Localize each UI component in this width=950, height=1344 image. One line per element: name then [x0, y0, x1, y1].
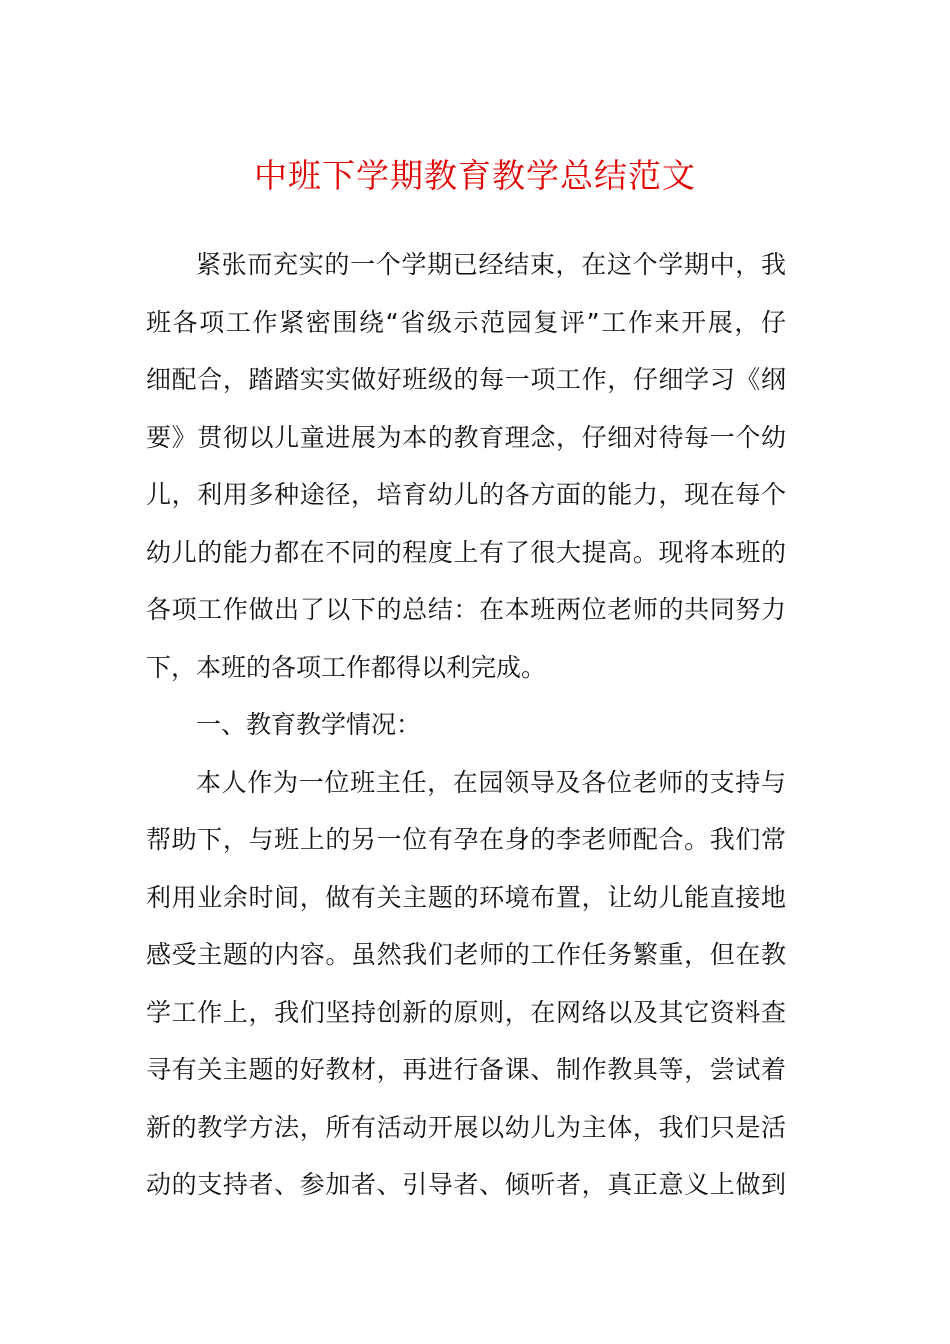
paragraph-line: 幼儿的能力都在不同的程度上有了很大提高。现将本班的 [146, 537, 786, 567]
paragraph-line: 紧张而充实的一个学期已经结束，在这个学期中，我 [196, 250, 786, 279]
paragraph-line: 本人作为一位班主任，在园领导及各位老师的支持与 [196, 767, 786, 797]
paragraph-line: 各项工作做出了以下的总结：在本班两位老师的共同努力 [146, 595, 786, 624]
paragraph-line: 班各项工作紧密围绕“省级示范园复评”工作来开展，仔 [146, 307, 786, 337]
paragraph-line: 学工作上，我们坚持创新的原则，在网络以及其它资料查 [146, 997, 786, 1027]
paragraph-line: 新的教学方法，所有活动开展以幼儿为主体，我们只是活 [146, 1112, 786, 1142]
paragraph-line: 下，本班的各项工作都得以利完成。 [146, 652, 547, 682]
section-heading: 一、教育教学情况： [196, 710, 422, 739]
document-body [146, 236, 786, 1214]
document-title: 中班下学期教育教学总结范文 [254, 156, 696, 195]
paragraph-line: 细配合，踏踏实实做好班级的每一项工作，仔细学习《纲 [146, 365, 786, 394]
paragraph-line: 帮助下，与班上的另一位有孕在身的李老师配合。我们常 [146, 825, 786, 854]
paragraph-line: 动的支持者、参加者、引导者、倾听者，真正意义上做到 [146, 1170, 786, 1199]
paragraph-line: 寻有关主题的好教材，再进行备课、制作教具等，尝试着 [146, 1055, 786, 1084]
paragraph-line: 儿，利用多种途径，培育幼儿的各方面的能力，现在每个 [146, 480, 786, 509]
paragraph-line: 利用业余时间，做有关主题的环境布置，让幼儿能直接地 [146, 882, 786, 912]
paragraph-line: 感受主题的内容。虽然我们老师的工作任务繁重，但在教 [146, 940, 786, 969]
paragraph-line: 要》贯彻以儿童进展为本的教育理念，仔细对待每一个幼 [146, 422, 786, 452]
